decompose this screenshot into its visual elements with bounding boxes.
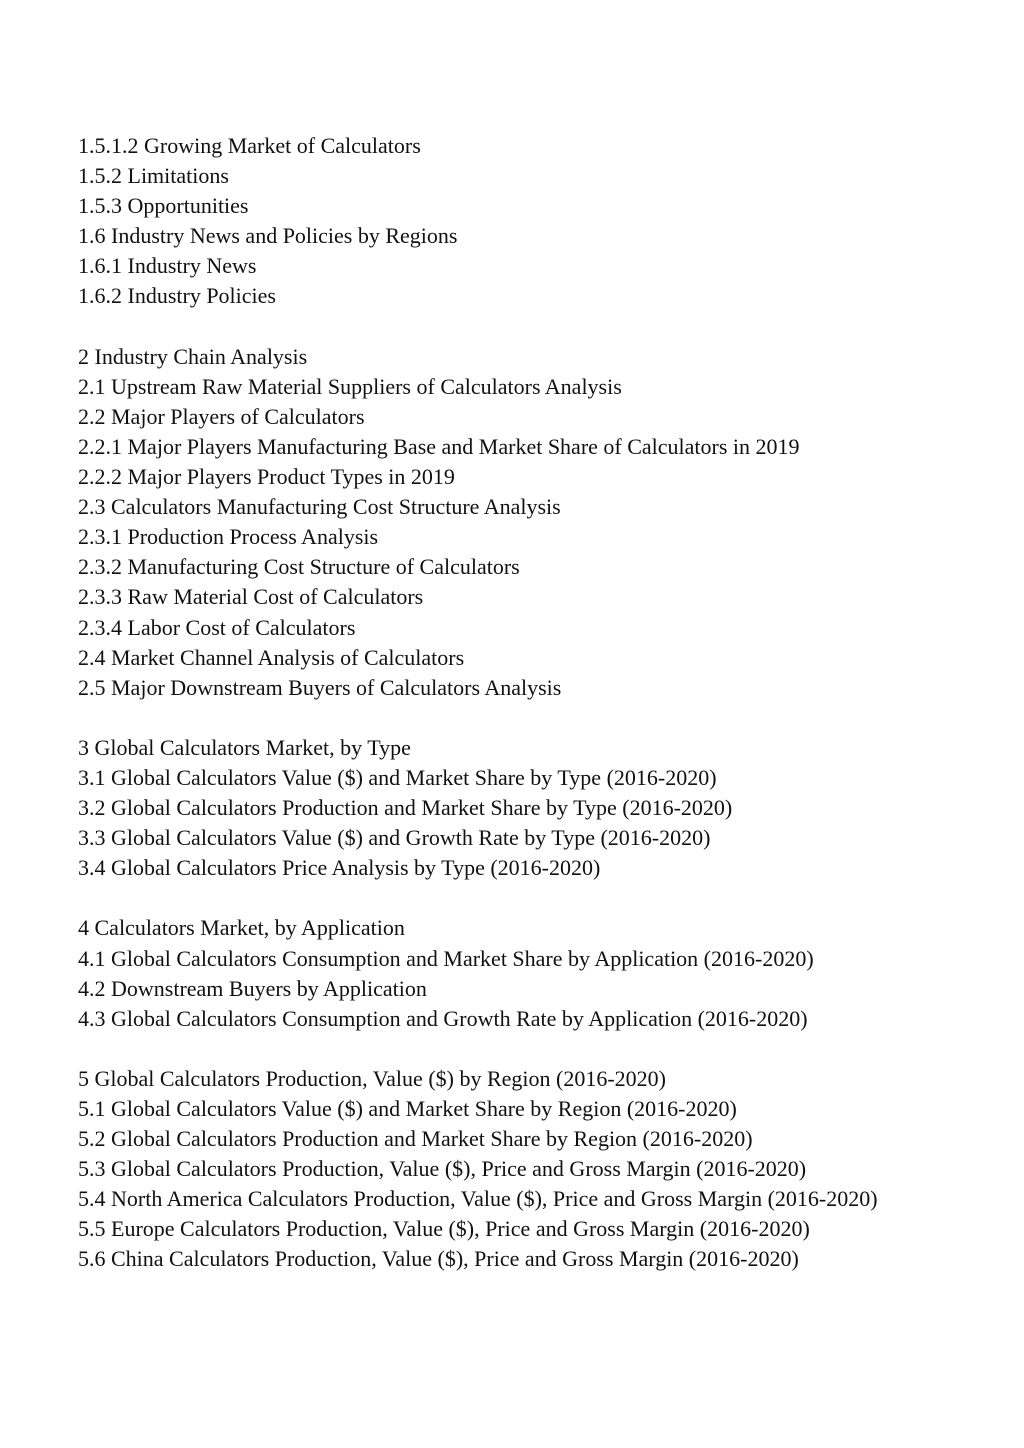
toc-line: 1.6.2 Industry Policies	[78, 283, 276, 309]
toc-line: 2.3.2 Manufacturing Cost Structure of Calculators	[78, 554, 520, 580]
toc-line: 2.2.2 Major Players Product Types in 2019	[78, 464, 455, 490]
toc-line: 1.5.3 Opportunities	[78, 193, 249, 219]
document-page	[78, 131, 958, 1305]
toc-line: 5.6 China Calculators Production, Value ($), Price and Gross Margin (2016-2020)	[78, 1246, 799, 1272]
toc-section-5	[78, 1064, 958, 1275]
toc-line: 2.3.3 Raw Material Cost of Calculators	[78, 584, 424, 610]
toc-line: 2.4 Market Channel Analysis of Calculators	[78, 644, 465, 670]
toc-section-3	[78, 733, 958, 883]
toc-line: 5.5 Europe Calculators Production, Value ($), Price and Gross Margin (2016-2020)	[78, 1216, 810, 1242]
toc-section-1	[78, 131, 958, 312]
toc-line: 2.1 Upstream Raw Material Suppliers of Calculators Analysis	[78, 373, 622, 399]
toc-line: 2.3.1 Production Process Analysis	[78, 524, 379, 550]
toc-section-2	[78, 342, 958, 703]
toc-line: 1.6.1 Industry News	[78, 253, 257, 279]
toc-line: 5.1 Global Calculators Value ($) and Market Share by Region (2016-2020)	[78, 1096, 737, 1121]
toc-heading: 5 Global Calculators Production, Value ($) by Region (2016-2020)	[78, 1065, 666, 1091]
toc-line: 4.1 Global Calculators Consumption and Market Share by Application (2016-2020)	[78, 945, 814, 971]
toc-line: 5.4 North America Calculators Production, Value ($), Price and Gross Margin (2016-2020)	[78, 1186, 878, 1212]
toc-line: 2.3.4 Labor Cost of Calculators	[78, 614, 356, 640]
toc-line: 2.5 Major Downstream Buyers of Calculators Analysis	[78, 674, 562, 700]
toc-line: 5.3 Global Calculators Production, Value ($), Price and Gross Margin (2016-2020)	[78, 1156, 807, 1182]
toc-line: 3.4 Global Calculators Price Analysis by Type (2016-2020)	[78, 855, 601, 881]
toc-line: 2.3 Calculators Manufacturing Cost Structure Analysis	[78, 494, 561, 520]
toc-line: 3.1 Global Calculators Value ($) and Market Share by Type (2016-2020)	[78, 764, 717, 790]
toc-line: 2.2 Major Players of Calculators	[78, 403, 365, 429]
toc-line: 4.3 Global Calculators Consumption and Growth Rate by Application (2016-2020)	[78, 1005, 808, 1031]
toc-line: 5.2 Global Calculators Production and Market Share by Region (2016-2020)	[78, 1126, 753, 1152]
toc-line: 1.5.2 Limitations	[78, 163, 229, 189]
toc-section-4	[78, 913, 958, 1033]
toc-heading: 2 Industry Chain Analysis	[78, 343, 308, 369]
toc-heading: 3 Global Calculators Market, by Type	[78, 734, 411, 760]
toc-line: 1.6 Industry News and Policies by Regions	[78, 223, 458, 249]
toc-line: 4.2 Downstream Buyers by Application	[78, 975, 427, 1001]
toc-line: 3.2 Global Calculators Production and Market Share by Type (2016-2020)	[78, 795, 733, 821]
toc-line: 3.3 Global Calculators Value ($) and Growth Rate by Type (2016-2020)	[78, 825, 711, 851]
toc-line: 2.2.1 Major Players Manufacturing Base and Market Share of Calculators in 2019	[78, 433, 800, 459]
toc-heading: 4 Calculators Market, by Application	[78, 915, 405, 941]
toc-line: 1.5.1.2 Growing Market of Calculators	[78, 133, 421, 158]
